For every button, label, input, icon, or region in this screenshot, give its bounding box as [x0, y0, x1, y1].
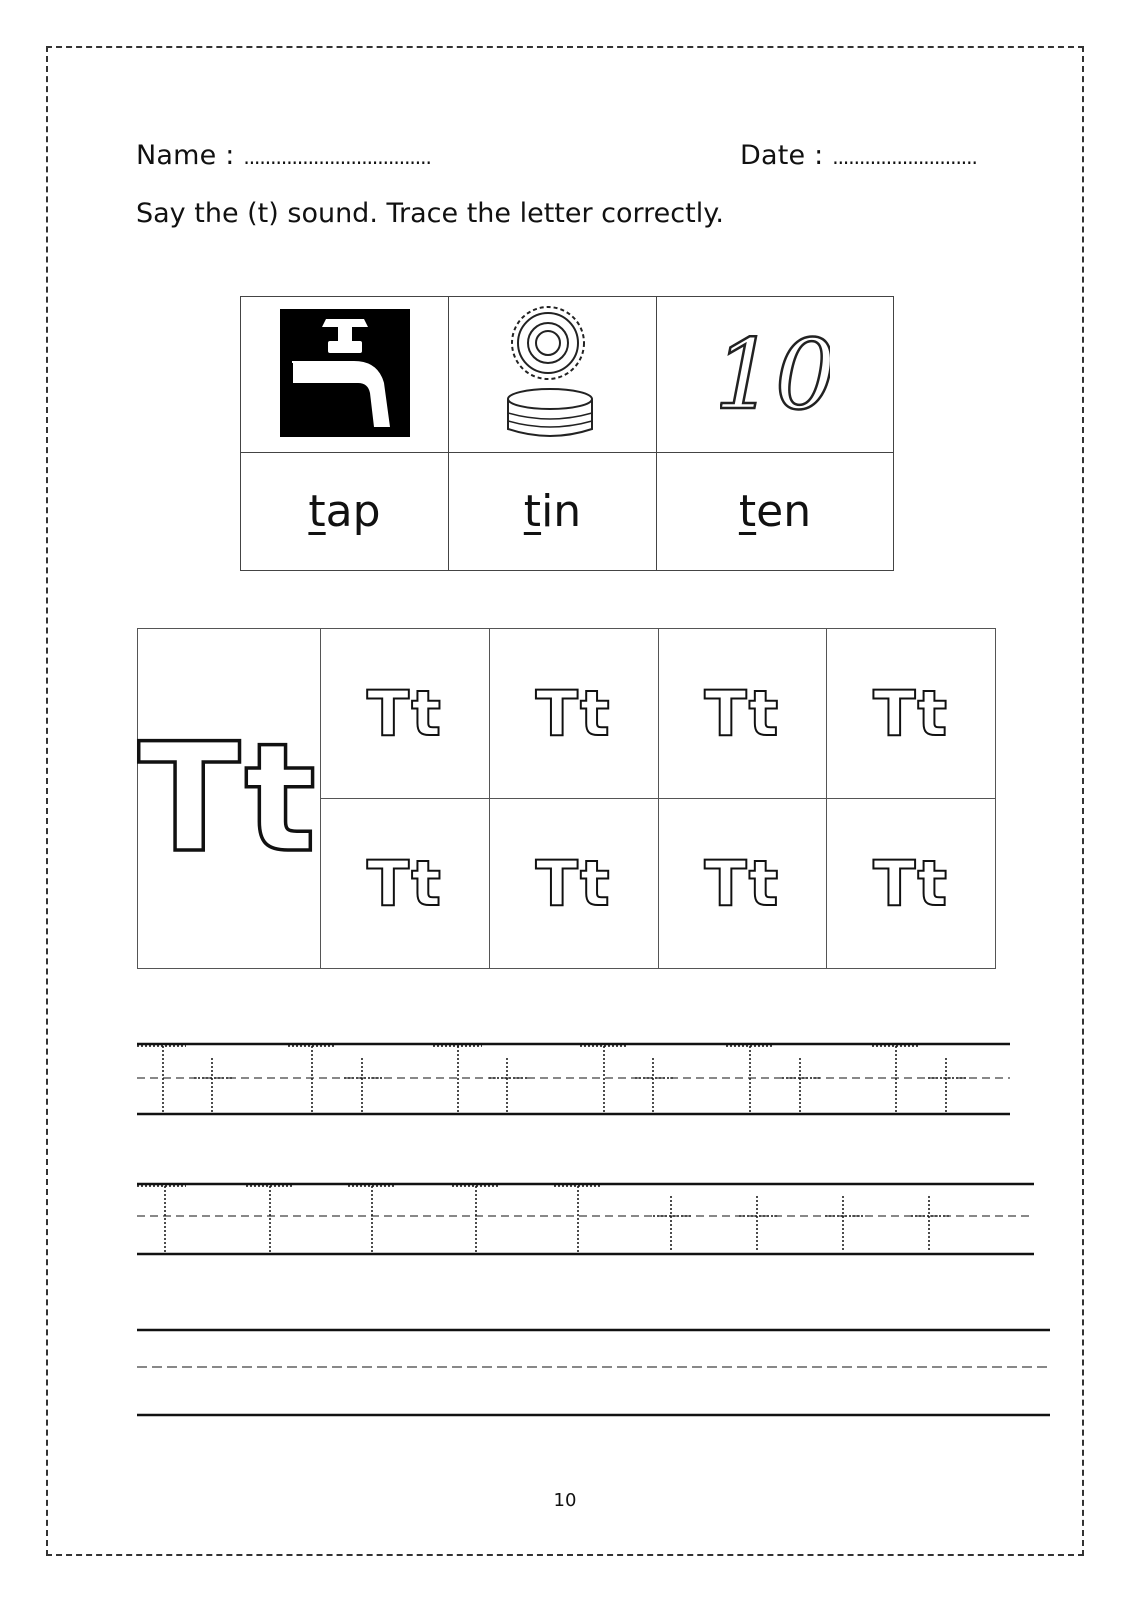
name-label: Name : [136, 140, 235, 171]
page-number: 10 [553, 1490, 577, 1511]
big-letter: Tt [138, 711, 321, 886]
writing-row-1 [137, 1044, 1010, 1114]
trace-letter: Tt [704, 847, 781, 920]
trace-letter: Tt [535, 847, 612, 920]
trace-letter: Tt [366, 677, 443, 750]
name-blank[interactable]: ................................... [243, 145, 431, 169]
writing-row-2 [137, 1184, 1034, 1254]
ten-numeral: 10 [720, 318, 830, 428]
trace-letter: Tt [873, 677, 950, 750]
word-first-letter: t [738, 486, 757, 537]
word-rest: in [541, 486, 582, 537]
date-label: Date : [740, 140, 824, 171]
trace-letter: Tt [704, 677, 781, 750]
writing-row-3 [137, 1330, 1050, 1415]
date-blank[interactable]: ........................... [832, 145, 977, 169]
word-first-letter: t [308, 486, 326, 537]
trace-letter: Tt [366, 847, 443, 920]
instruction-text: Say the (t) sound. Trace the letter correctly. [136, 198, 724, 229]
word-rest: ap [325, 486, 381, 537]
word-rest: en [756, 486, 812, 537]
word-first-letter: t [523, 486, 542, 537]
trace-letter: Tt [535, 677, 612, 750]
trace-letter: Tt [873, 847, 950, 920]
